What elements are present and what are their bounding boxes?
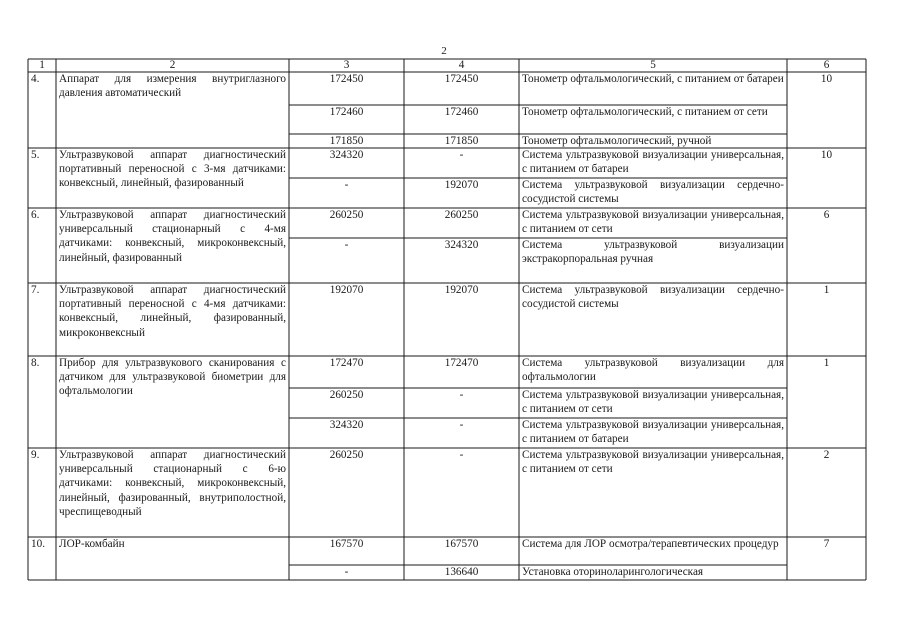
quantity: 10 bbox=[820, 73, 833, 85]
nomenclature-name: Система ультразвуковой визуализации универсальная, с питанием от батареи bbox=[522, 149, 784, 176]
code-col4: - bbox=[459, 149, 464, 161]
header-cell-6: 6 bbox=[823, 59, 830, 71]
quantity: 1 bbox=[823, 357, 830, 369]
quantity: 6 bbox=[823, 209, 830, 221]
device-name: ЛОР-комбайн bbox=[59, 538, 125, 550]
code-col4: 171850 bbox=[444, 135, 479, 147]
nomenclature-name: Система для ЛОР осмотра/терапевтических процедур bbox=[522, 538, 779, 550]
code-col4: 172470 bbox=[444, 357, 479, 369]
code-col3: 167570 bbox=[329, 538, 364, 550]
code-col3: - bbox=[344, 179, 349, 191]
nomenclature-name: Система ультразвуковой визуализации для офтальмологии bbox=[522, 357, 784, 384]
code-col3: 324320 bbox=[329, 419, 364, 431]
code-col4: 136640 bbox=[444, 566, 479, 578]
quantity: 7 bbox=[823, 538, 830, 550]
code-col4: 260250 bbox=[444, 209, 479, 221]
row-number: 4. bbox=[31, 73, 40, 85]
nomenclature-name: Тонометр офтальмологический, с питанием от батареи bbox=[522, 73, 784, 85]
quantity: 10 bbox=[820, 149, 833, 161]
header-cell-4: 4 bbox=[458, 59, 465, 71]
code-col4: - bbox=[459, 419, 464, 431]
code-col3: 260250 bbox=[329, 449, 364, 461]
row-number: 6. bbox=[31, 209, 40, 221]
device-name: Прибор для ультразвукового сканирования с датчиком для ультразвуковой биометрии для офтальмологии bbox=[59, 357, 286, 398]
nomenclature-name: Система ультразвуковой визуализации универсальная, с питанием от сети bbox=[522, 389, 784, 416]
code-col3: 260250 bbox=[329, 389, 364, 401]
code-col3: 324320 bbox=[329, 149, 364, 161]
code-col3: 172460 bbox=[329, 106, 364, 118]
device-name: Ультразвуковой аппарат диагностический портативный переносной с 4-мя датчиками: конвексный, линейный, фазированный, микроконвексный bbox=[59, 284, 286, 339]
code-col3: 260250 bbox=[329, 209, 364, 221]
code-col3: 172450 bbox=[329, 73, 364, 85]
nomenclature-name: Система ультразвуковой визуализации универсальная, с питанием от батареи bbox=[522, 419, 784, 446]
device-name: Ультразвуковой аппарат диагностический универсальный стационарный с 4-мя датчиками: конвексный, микроконвексный, линейный, фазированный bbox=[59, 209, 286, 264]
code-col4: - bbox=[459, 449, 464, 461]
code-col4: 192070 bbox=[444, 179, 479, 191]
nomenclature-name: Установка оториноларингологическая bbox=[522, 566, 704, 578]
nomenclature-name: Тонометр офтальмологический, с питанием от сети bbox=[522, 106, 768, 118]
device-name: Ультразвуковой аппарат диагностический универсальный стационарный с 6-ю датчиками: конвексный, микроконвексный, линейный, фазированный, внутриполостной, чреспищеводный bbox=[59, 449, 286, 518]
quantity: 1 bbox=[823, 284, 830, 296]
row-number: 8. bbox=[31, 357, 40, 369]
code-col4: 172460 bbox=[444, 106, 479, 118]
header-cell-1: 1 bbox=[39, 59, 45, 71]
code-col3: 172470 bbox=[329, 357, 364, 369]
header-cell-2: 2 bbox=[169, 59, 176, 71]
code-col3: 192070 bbox=[329, 284, 364, 296]
row-number: 10. bbox=[31, 538, 45, 550]
nomenclature-name: Тонометр офтальмологический, ручной bbox=[522, 135, 712, 147]
code-col4: 167570 bbox=[444, 538, 479, 550]
nomenclature-name: Система ультразвуковой визуализации универсальная, с питанием от сети bbox=[522, 209, 784, 236]
code-col4: - bbox=[459, 389, 464, 401]
nomenclature-name: Система ультразвуковой визуализации сердечно-сосудистой системы bbox=[522, 284, 784, 311]
device-name: Аппарат для измерения внутриглазного давления автоматический bbox=[59, 73, 286, 100]
header-cell-5: 5 bbox=[650, 59, 656, 71]
code-col4: 192070 bbox=[444, 284, 479, 296]
code-col3: 171850 bbox=[329, 135, 364, 147]
quantity: 2 bbox=[823, 449, 830, 461]
nomenclature-name: Система ультразвуковой визуализации экстракорпоральная ручная bbox=[522, 239, 784, 266]
page-number: 2 bbox=[441, 45, 447, 57]
header-cell-3: 3 bbox=[343, 59, 350, 71]
code-col4: 324320 bbox=[444, 239, 479, 251]
code-col3: - bbox=[344, 566, 349, 578]
code-col3: - bbox=[344, 239, 349, 251]
row-number: 9. bbox=[31, 449, 40, 461]
row-number: 7. bbox=[31, 284, 40, 296]
nomenclature-name: Система ультразвуковой визуализации сердечно-сосудистой системы bbox=[522, 179, 784, 206]
nomenclature-name: Система ультразвуковой визуализации универсальная, с питанием от сети bbox=[522, 449, 784, 476]
row-number: 5. bbox=[31, 149, 40, 161]
device-name: Ультразвуковой аппарат диагностический портативный переносной с 3-мя датчиками: конвексный, линейный, фазированный bbox=[59, 149, 286, 190]
code-col4: 172450 bbox=[444, 73, 479, 85]
